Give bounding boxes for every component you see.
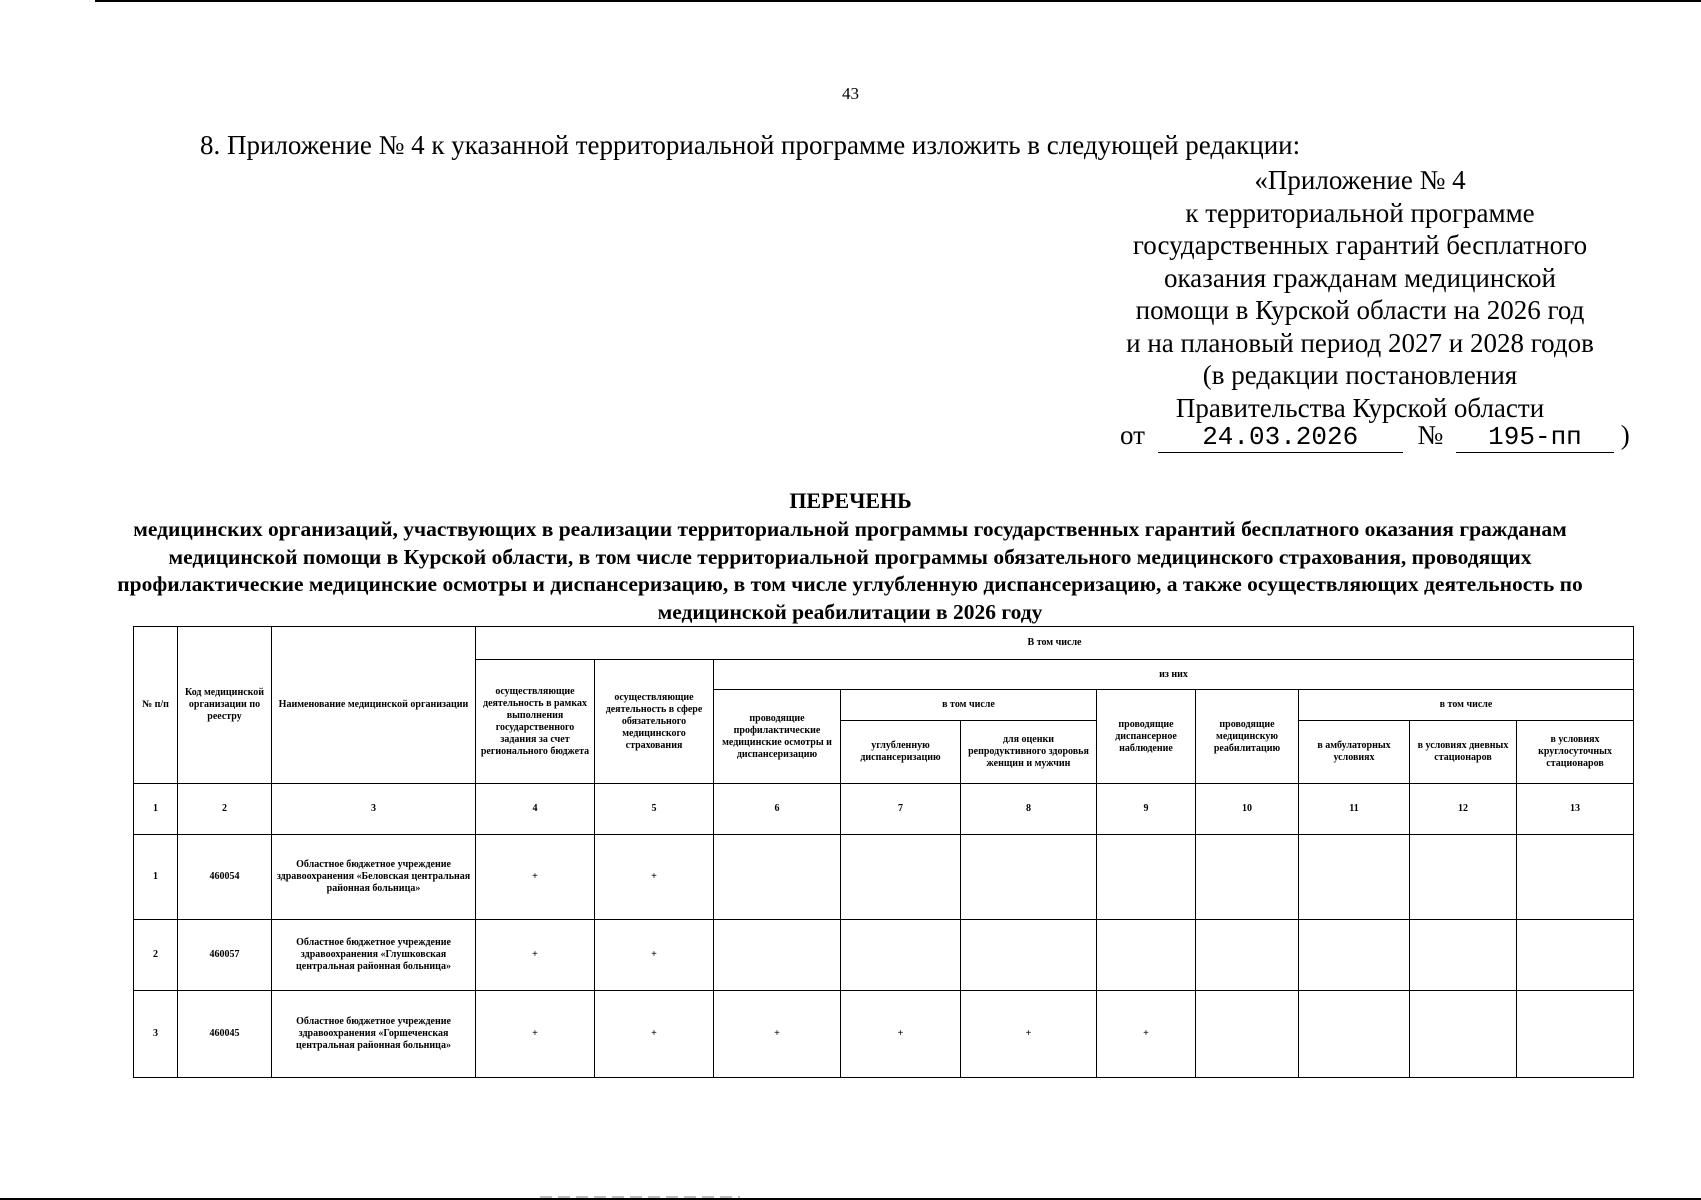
mark-cell [1410,991,1517,1078]
header-outpatient: в амбулаторных условиях [1299,721,1410,784]
top-border-line [95,0,1701,2]
intro-text: 8. Приложение № 4 к указанной территориальной программе изложить в следующей редакции: [200,130,1301,160]
header-regional-budget: осуществляющие деятельность в рамках выполнения государственного задания за счет регионального бюджета [476,660,595,784]
mark-cell: + [1097,991,1196,1078]
column-number: 4 [476,784,595,835]
column-number: 3 [272,784,476,835]
page-number: 43 [842,84,859,103]
table-row [134,991,1634,1078]
mark-cell [1299,991,1410,1078]
mark-cell [1410,920,1517,991]
column-number: 9 [1097,784,1196,835]
column-number: 8 [961,784,1097,835]
mark-cell [1410,835,1517,920]
mark-cell: + [476,835,595,920]
mark-cell [1517,920,1634,991]
header-row-1 [134,627,1634,660]
mark-cell: + [476,920,595,991]
column-number: 10 [1196,784,1299,835]
resolution-line [1120,420,1630,453]
appendix-heading-line: «Приложение № 4 [1254,165,1466,195]
org-code: 460054 [178,835,272,920]
column-number: 11 [1299,784,1410,835]
appendix-heading-line: Правительства Курской области [1175,392,1545,423]
list-title: ПЕРЕЧЕНЬ [789,488,912,513]
row-number: 1 [134,835,178,920]
header-reproductive-health: для оценки репродуктивного здоровья женщин и мужчин [961,721,1097,784]
mark-cell: + [841,991,961,1078]
resolution-number: 195-пп [1456,422,1614,453]
column-number: 5 [595,784,714,835]
mark-cell [1196,991,1299,1078]
header-of-them: из них [714,660,1634,690]
mark-cell [714,835,841,920]
list-subtitle: медицинских организаций, участвующих в реализации территориальной программы государственных гарантий бесплатного оказания гражданам медицинской помощи в Курской области, в том числе территориальной программы обязательного медицинского страхования, проводящих профилактические медицинские осмотры и диспансеризацию, в том числе углубленную диспансеризацию, а также осуществляющих деятельность по медицинской реабилитации в 2026 году [117,517,1583,624]
header-24h-hospital: в условиях круглосуточных стационаров [1517,721,1634,784]
appendix-heading-line: к территориальной программе [1185,197,1535,228]
resolution-from-label: от [1120,420,1145,450]
header-in-depth-dispensary: углубленную диспансеризацию [841,721,961,784]
column-number: 7 [841,784,961,835]
mark-cell: + [595,991,714,1078]
appendix-heading-line: (в редакции постановления [1202,360,1518,390]
appendix-heading [1100,164,1620,424]
appendix-heading-line: оказания гражданам медицинской [1163,262,1557,293]
mark-cell: + [595,835,714,920]
mark-cell: + [961,991,1097,1078]
org-name: Областное бюджетное учреждение здравоохранения «Беловская центральная районная больница» [272,835,476,920]
mark-cell [1299,835,1410,920]
mark-cell [714,920,841,991]
column-numbers-row [134,784,1634,835]
mark-cell [841,920,961,991]
header-preventive-exams: проводящие профилактические медицинские осмотры и диспансеризацию [714,690,841,784]
header-org-name: Наименование медицинской организации [272,627,476,784]
appendix-heading-line: помощи в Курской области на 2026 год [1135,295,1585,325]
mark-cell [1196,835,1299,920]
column-number: 6 [714,784,841,835]
row-number: 2 [134,920,178,991]
header-including-11-13: в том числе [1299,690,1634,721]
column-number: 13 [1517,784,1634,835]
header-row-number: № п/п [134,627,178,784]
header-dispensary-observation: проводящие диспансерное наблюдение [1097,690,1196,784]
header-including: В том числе [476,627,1634,660]
org-code: 460057 [178,920,272,991]
mark-cell: + [476,991,595,1078]
header-including-7-8: в том числе [841,690,1097,721]
org-code: 460045 [178,991,272,1078]
mark-cell [961,920,1097,991]
column-number: 12 [1410,784,1517,835]
appendix-heading-line: государственных гарантий бесплатного [1132,230,1588,260]
header-org-code: Код медицинской организации по реестру [178,627,272,784]
mark-cell [841,835,961,920]
mark-cell [961,835,1097,920]
resolution-date: 24.03.2026 [1158,422,1403,453]
row-number: 3 [134,991,178,1078]
org-name: Областное бюджетное учреждение здравоохранения «Горшеченская центральная районная больница» [272,991,476,1078]
mark-cell [1517,991,1634,1078]
resolution-closing: ) [1620,420,1630,450]
table-row [134,920,1634,991]
header-rehabilitation: проводящие медицинскую реабилитацию [1196,690,1299,784]
mark-cell [1196,920,1299,991]
column-number: 1 [134,784,178,835]
column-number: 2 [178,784,272,835]
mark-cell [1517,835,1634,920]
resolution-number-label: № [1417,420,1444,450]
mark-cell [1097,920,1196,991]
header-day-hospital: в условиях дневных стационаров [1410,721,1517,784]
mark-cell [1299,920,1410,991]
org-name: Областное бюджетное учреждение здравоохранения «Глушковская центральная районная больница» [272,920,476,991]
organizations-table [133,626,1634,1078]
mark-cell: + [595,920,714,991]
header-oms: осуществляющие деятельность в сфере обязательного медицинского страхования [595,660,714,784]
mark-cell [1097,835,1196,920]
table-row [134,835,1634,920]
mark-cell: + [714,991,841,1078]
appendix-heading-line: и на плановый период 2027 и 2028 годов [1126,327,1594,358]
